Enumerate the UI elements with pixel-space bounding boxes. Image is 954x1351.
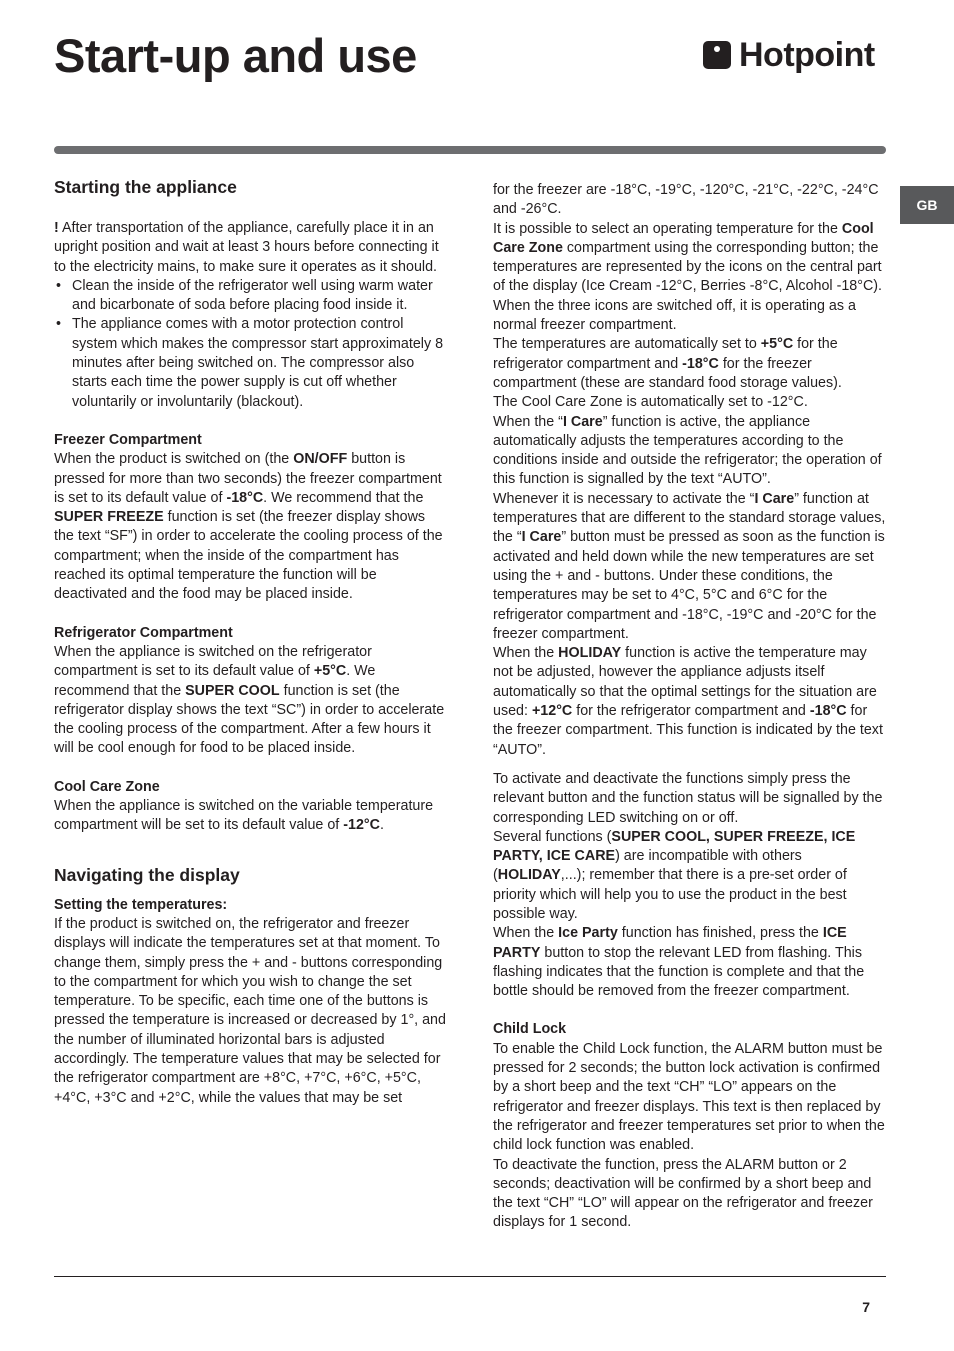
i-care-paragraph: When the “I Care” function is active, the appliance automatically adjusts the temperatures according to the conditions inside and outside the refrigerator; the operation of this function is signalled by the text “AUTO”. xyxy=(493,413,882,488)
section-heading-starting: Starting the appliance xyxy=(54,177,237,197)
activate-functions-paragraph: To activate and deactivate the functions simply press the relevant button and the function status will be signalled by the corresponding LED switching on or off. xyxy=(493,770,883,826)
list-item: • The appliance comes with a motor protection control system which makes the compressor start approximately 8 minutes after being switched on. The compressor also starts each time the power supply is cut off whether voluntarily or involuntarily (blackout). xyxy=(54,315,448,411)
page-number: 7 xyxy=(862,1299,870,1315)
cool-care-paragraph: When the appliance is switched on the variable temperature compartment will be set to its default value of -12°C. xyxy=(54,798,434,834)
holiday-paragraph: When the HOLIDAY function is active the temperature may not be adjusted, however the appliance adjusts itself automatically so that the optimal settings for the situation are used: +12°C for the refrigerator compartment and -18°C for the freezer compartment. This function is indicated by the text “AUTO”. xyxy=(493,645,883,758)
subheading-freezer: Freezer Compartment xyxy=(54,431,202,448)
header-divider xyxy=(54,146,886,154)
subheading-setting-temperatures: Setting the temperatures: xyxy=(54,896,228,913)
refrigerator-paragraph: When the appliance is switched on the refrigerator compartment is set to its default value of +5°C. We recommend that the SUPER COOL function is set (the refrigerator display shows the text “SC”) in order to accelerate the cooling process of the compartment. After a few hours it will be cool enough for food to be placed inside. xyxy=(54,643,445,757)
cool-care-auto-paragraph: The Cool Care Zone is automatically set to -12°C. xyxy=(493,394,808,411)
subheading-cool-care: Cool Care Zone xyxy=(54,778,160,795)
hotpoint-logo-icon xyxy=(703,41,731,69)
ice-party-paragraph: When the Ice Party function has finished, press the ICE PARTY button to stop the relevant LED from flashing. This flashing indicates that the function is complete and that the bottle should be removed from the freezer compartment. xyxy=(493,925,865,1000)
cool-care-select-paragraph: It is possible to select an operating temperature for the Cool Care Zone compartment using the corresponding button; the temperatures are represented by the icons on the central part of the display (Ice Cream -12°C, Berries -8°C, Alcohol -18°C). When the three icons are switched off, it is operating as a normal freezer compartment. xyxy=(493,220,883,334)
footer-divider xyxy=(54,1276,886,1277)
child-lock-disable-paragraph: To deactivate the function, press the ALARM button or 2 seconds; deactivation will be confirmed by a short beep and the text “CH” “LO” will appear on the refrigerator and freezer displays for 1 second. xyxy=(493,1156,873,1231)
child-lock-enable-paragraph: To enable the Child Lock function, the ALARM button must be pressed for 2 seconds; the button lock activation is confirmed by a short beep and the text “CH” “LO” appears on the refrigerator and freezer displays. This text is then replaced by the refrigerator and freezer temperatures set prior to when the child lock function was enabled. xyxy=(493,1040,885,1154)
section-heading-navigating: Navigating the display xyxy=(54,864,240,885)
subheading-refrigerator: Refrigerator Compartment xyxy=(54,624,233,641)
brand-name: Hotpoint xyxy=(739,36,875,74)
i-care-activation-paragraph: Whenever it is necessary to activate the “I Care” function at temperatures that are different to the standard storage values, the “I Care” button must be pressed as soon as the function is activated and held down while the new temperatures are set using the + and - buttons. Under these conditions, the temperatures may be set to 4°C, 5°C and 6°C for the refrigerator compartment and -18°C, -19°C and -20°C for the freezer compartment. xyxy=(493,490,886,642)
freezer-values-paragraph: for the freezer are -18°C, -19°C, -120°C, -21°C, -22°C, -24°C and -26°C. xyxy=(493,182,879,218)
list-item: • Clean the inside of the refrigerator well using warm water and bicarbonate of soda before placing food inside it. xyxy=(54,277,448,316)
subheading-child-lock: Child Lock xyxy=(493,1021,567,1038)
starting-bullet-list xyxy=(54,277,448,412)
warning-mark: ! xyxy=(54,220,59,236)
right-column xyxy=(493,181,886,1233)
freezer-paragraph: When the product is switched on (the ON/OFF button is pressed for more than two seconds) the freezer compartment is set to its default value of -18°C. We recommend that the SUPER FREEZE function is set (the freezer display shows the text “SF”) in order to accelerate the cooling process of the compartment; when the inside of the compartment has reached its optimal temperature the function will be deactivated and the food may be placed inside. xyxy=(54,451,443,603)
setting-temperatures-paragraph: If the product is switched on, the refrigerator and freezer displays will indicate the temperatures set at that moment. To change them, simply press the + and - buttons corresponding to the compartment for which you wish to change the set temperature. To be specific, each time one of the buttons is pressed the temperature is increased or decreased by 1°, and the number of illuminated horizontal bars is adjusted accordingly. The temperature values that may be selected for the refrigerator compartment are +8°C, +7°C, +6°C, +5°C, +4°C, +3°C and +2°C, while the values that may be set xyxy=(54,915,446,1106)
transport-warning: ! After transportation of the appliance, carefully place it in an upright position and wait at least 3 hours before connecting it to the electricity mains, to make sure it operates as it should. xyxy=(54,220,439,275)
hotpoint-logo xyxy=(703,38,875,72)
page-title: Start-up and use xyxy=(54,29,417,82)
auto-temperatures-paragraph: The temperatures are automatically set to +5°C for the refrigerator compartment and -18°C for the freezer compartment (these are standard food storage values). xyxy=(493,336,842,391)
incompatible-functions-paragraph: Several functions (SUPER COOL, SUPER FREEZE, ICE PARTY, ICE CARE) are incompatible with others (HOLIDAY,...); remember that there is a pre-set order of priority which will help you to use the product in the best possible way. xyxy=(493,828,856,922)
language-tab: GB xyxy=(900,186,954,224)
left-column xyxy=(54,176,448,1108)
